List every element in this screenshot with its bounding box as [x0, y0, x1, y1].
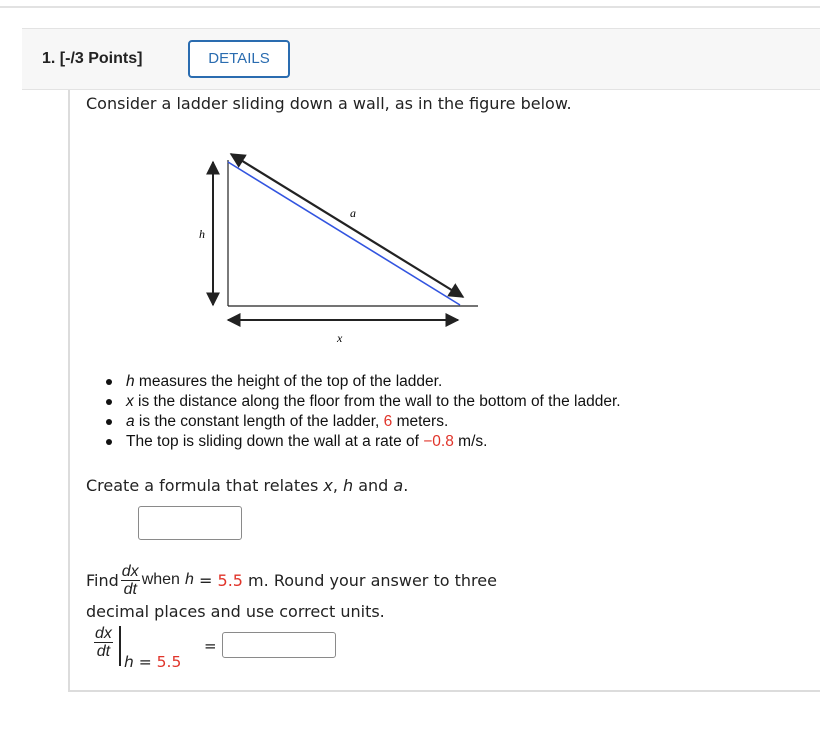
- label-a: a: [350, 206, 356, 220]
- details-button[interactable]: DETAILS: [188, 40, 290, 78]
- list-item: a is the constant length of the ladder, 6 meters.: [104, 412, 621, 432]
- create-formula-prompt: Create a formula that relates x, h and a.: [86, 476, 409, 495]
- question-header: [22, 28, 820, 90]
- bullet-list: [104, 372, 621, 452]
- height-value: 5.5: [217, 570, 243, 590]
- slide-rate-value: −0.8: [423, 433, 454, 450]
- list-item: x is the distance along the floor from the wall to the bottom of the ladder.: [104, 392, 621, 412]
- find-prompt: Find $\frac{dx}{dt}$ when h = 5.5 m. Round your answer to three: [86, 562, 497, 598]
- list-item: The top is sliding down the wall at a rate of −0.8 m/s.: [104, 432, 621, 452]
- label-h: h: [199, 227, 205, 241]
- evaluation-condition: h = 5.5: [124, 653, 182, 671]
- top-divider: [0, 0, 820, 8]
- rate-answer-input[interactable]: [222, 632, 336, 658]
- equals-sign: =: [204, 637, 217, 655]
- ladder-figure: [190, 150, 490, 350]
- evaluation-fraction: $\frac{dx}{dt}$: [95, 625, 112, 660]
- ladder-length-value: 6: [383, 413, 393, 430]
- ladder-line: [228, 162, 460, 305]
- formula-answer-input[interactable]: [138, 506, 242, 540]
- dx-dt-fraction: $\frac{dx}{dt}$: [121, 562, 139, 598]
- find-prompt-line2: decimal places and use correct units.: [86, 602, 385, 621]
- label-x: x: [337, 331, 343, 345]
- intro-text: Consider a ladder sliding down a wall, as in the figure below.: [86, 94, 572, 113]
- evaluation-bar: [119, 626, 121, 666]
- length-a-arrow: [231, 154, 463, 297]
- question-number-points: 1. [-/3 Points]: [42, 50, 143, 67]
- list-item: h measures the height of the top of the ladder.: [104, 372, 621, 392]
